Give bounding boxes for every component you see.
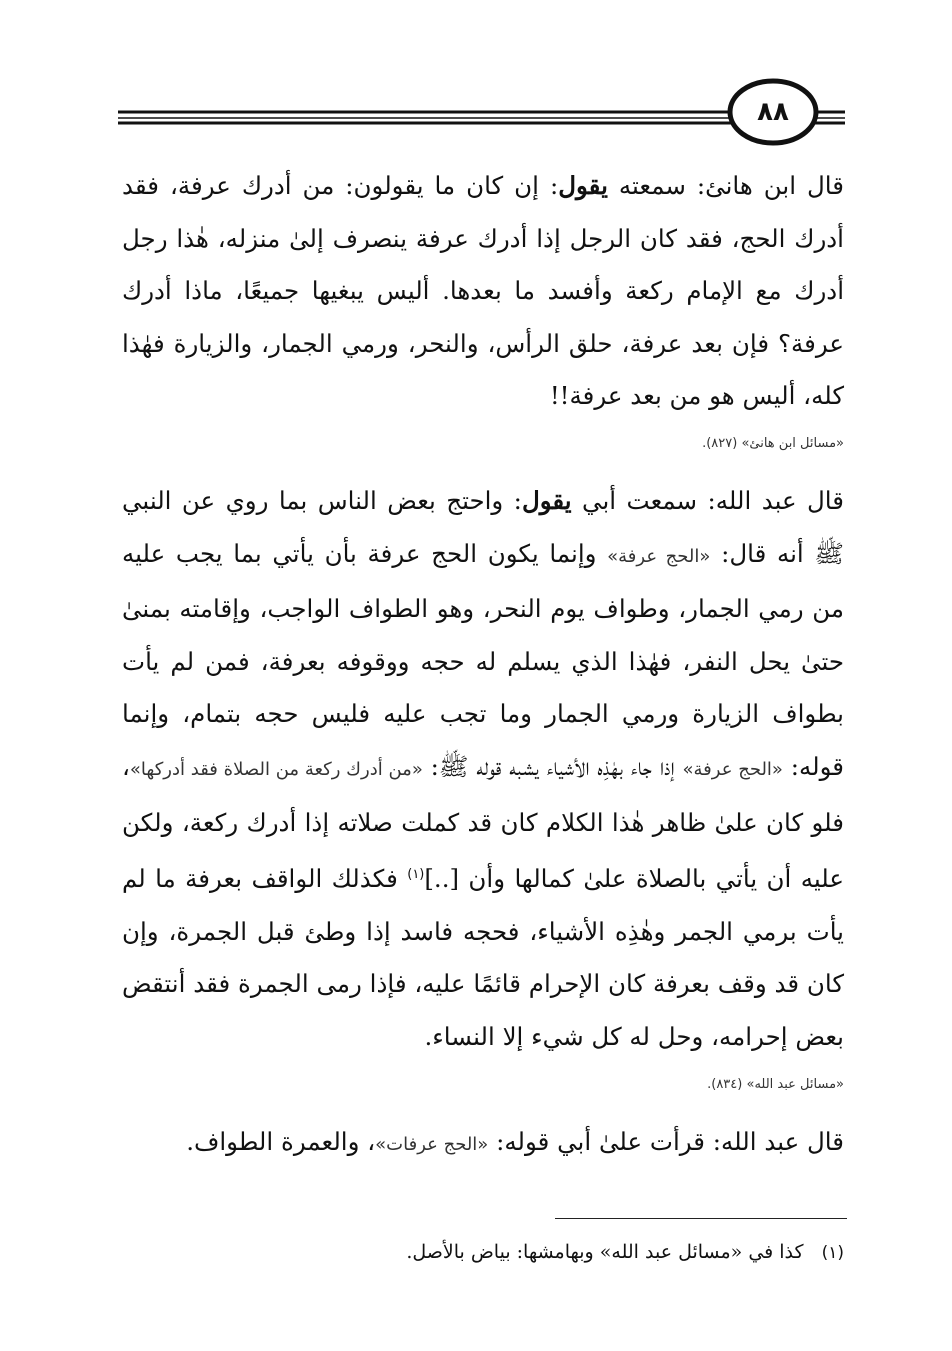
- page-header: [0, 0, 952, 160]
- hadith-quote-4: «الحج عرفات»: [375, 1133, 489, 1155]
- paragraph-1-lead: قال ابن هانئ: سمعته: [607, 171, 844, 200]
- footnote-number: (١): [821, 1243, 844, 1263]
- paragraph-1-bold: يقول: [558, 171, 608, 200]
- paragraph-3: [122, 1116, 844, 1172]
- footnote: [122, 1236, 844, 1269]
- hadith-quote-2: «الحج عرفة»: [682, 758, 783, 780]
- hadith-quote-3: «من أدرك ركعة من الصلاة فقد أدركها»: [129, 758, 423, 780]
- hadith-quote-1: «الحج عرفة»: [607, 545, 711, 567]
- paragraph-1: [122, 160, 844, 423]
- paragraph-2-text-3: إذا جاء بهٰذِه الأشياء يشبه قوله ﷺ:: [422, 751, 683, 781]
- source-citation-1: «مسائل ابن هانئ» (٨٢٧).: [702, 435, 844, 451]
- footnote-divider: [555, 1218, 847, 1219]
- paragraph-2-text-5: فكذلك الواقف بعرفة ما لم يأت برمي الجمر وهٰذِه الأشياء، فحجه فاسد إذا وطئ قبل الجمرة، وإن كان قد وقف بعرفة كان الإحرام قائمًا عليه، فإذا رمى الجمرة فقد أنتقض بعض إحرامه، وحل له كل شيء إلا النساء.: [122, 864, 844, 1052]
- paragraph-1-text: : إن كان ما يقولون: من أدرك عرفة، فقد أدرك الحج، فقد كان الرجل إذا أدرك عرفة ينصرف إلىٰ منزله، هٰذا رجل أدرك مع الإمام ركعة وأفسد ما بعدها. أليس يبغيها جميعًا، ماذا أدرك عرفة؟ فإن بعد عرفة، حلق الرأس، والنحر، ورمي الجمار، والزيارة فهٰذا كله، أليس هو من بعد عرفة!!: [122, 171, 844, 411]
- footnote-reference[interactable]: (١): [407, 867, 425, 883]
- source-citation-2: «مسائل عبد الله» (٨٣٤).: [707, 1076, 844, 1092]
- paragraph-2: [122, 475, 844, 1064]
- paragraph-2-text-4: ، فلو كان علىٰ ظاهر هٰذا الكلام كان قد كملت صلاته إذا أدرك ركعة، ولكن عليه أن يأتي بالصلاة علىٰ كمالها وأن [..]: [122, 751, 844, 894]
- page-number: ٨٨: [757, 97, 789, 127]
- paragraph-2-text-1: : واحتج بعض الناس بما روي عن النبي ﷺ أنه قال:: [122, 485, 844, 568]
- paragraph-2-lead: قال عبد الله: سمعت أبي: [571, 485, 844, 515]
- header-ornament: [0, 0, 952, 160]
- footnote-text: كذا في «مسائل عبد الله» وبهامشها: بياض بالأصل.: [406, 1241, 804, 1263]
- paragraph-2-bold: يقول: [521, 485, 572, 515]
- paragraph-3-text: ، والعمرة الطواف.: [186, 1126, 376, 1156]
- page-body: [122, 160, 844, 1171]
- paragraph-2-text-2: وإنما يكون الحج عرفة بأن يأتي بما يجب عليه من رمي الجمار، وطواف يوم النحر، وهو الطواف الواجب، وإقامته بمنىٰ حتىٰ يحل النفر، فهٰذا الذي يسلم له حجه ووقوفه بعرفة، فمن لم يأت بطواف الزيارة ورمي الجمار وما تجب عليه فليس حجه بتمام، وإنما قوله:: [122, 538, 845, 781]
- paragraph-3-lead: قال عبد الله: قرأت علىٰ أبي قوله:: [488, 1126, 844, 1156]
